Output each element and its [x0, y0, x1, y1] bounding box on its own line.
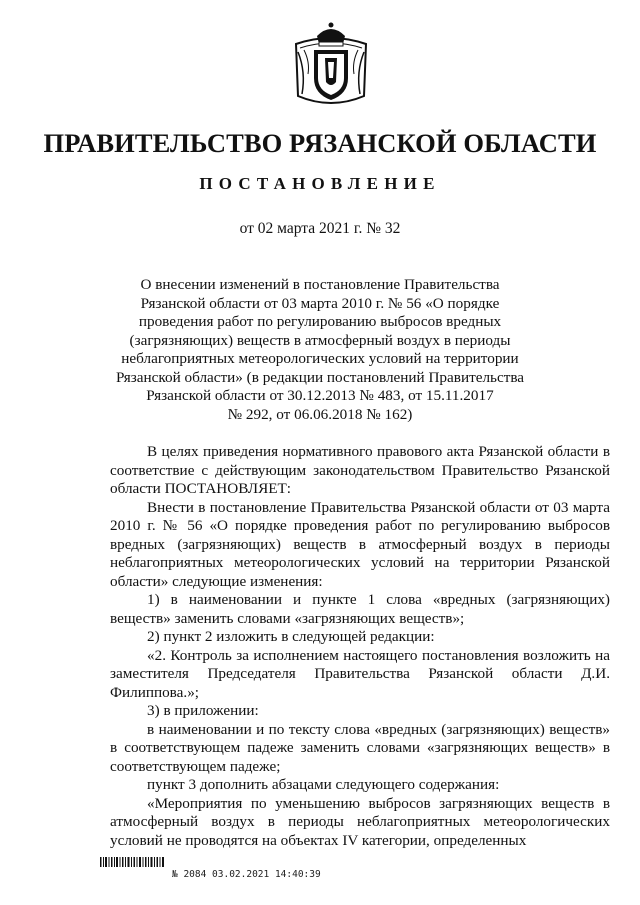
organization-title: ПРАВИТЕЛЬСТВО РЯЗАНСКОЙ ОБЛАСТИ [43, 128, 597, 158]
document-body [110, 443, 610, 850]
body-paragraph: 1) в наименовании и пункте 1 слова «вредных (загрязняющих) веществ» заменить словами «загрязняющих веществ»; [110, 591, 610, 627]
body-paragraph: пункт 3 дополнить абзацами следующего содержания: [147, 776, 500, 793]
subject-line: Рязанской области от 03 марта 2010 г. № 56 «О порядке [140, 294, 500, 312]
subject-line: Рязанской области» (в редакции постановлений Правительства [115, 368, 525, 386]
coat-of-arms-icon [290, 22, 372, 112]
subject-line: Рязанской области от 30.12.2013 № 483, от 15.11.2017 [146, 387, 494, 404]
registration-footer [100, 857, 320, 889]
subject-line: неблагоприятных метеорологических условий на территории [121, 350, 519, 367]
body-paragraph: В целях приведения нормативного правового акта Рязанской области в соответствие с действующим законодательством Правительство Рязанской области ПОСТАНОВЛЯЕТ: [110, 443, 610, 497]
body-paragraph: «2. Контроль за исполнением настоящего постановления возложить на заместителя Председателя Правительства Рязанской области Д.И. Филиппова.»; [110, 646, 610, 701]
body-paragraph: в наименовании и по тексту слова «вредных (загрязняющих) веществ» в соответствующем падеже заменить словами «загрязняющих веществ» в соответствующем падеже; [110, 720, 610, 775]
body-paragraph: Внести в постановление Правительства Рязанской области от 03 марта 2010 г. № 56 «О порядке проведения работ по регулированию выбросов вредных (загрязняющих) веществ в атмосферный воздух в периоды неблагоприятных метеорологических условий на территории Рязанской области» следующие изменения: [110, 498, 610, 590]
document-type: ПОСТАНОВЛЕНИЕ [199, 174, 441, 193]
subject-line: № 292, от 06.06.2018 № 162) [227, 405, 413, 423]
emblem-container [290, 22, 372, 112]
document-subject [100, 276, 540, 424]
barcode-icon [100, 857, 166, 871]
body-paragraph: 2) пункт 2 изложить в следующей редакции: [147, 628, 435, 645]
body-paragraph: 3) в приложении: [147, 702, 259, 719]
document-date-number: от 02 марта 2021 г. № 32 [239, 220, 401, 237]
registration-stamp: № 2084 03.02.2021 14:40:39 [172, 869, 321, 880]
body-paragraph: «Мероприятия по уменьшению выбросов загрязняющих веществ в атмосферный воздух в периоды неблагоприятных метеорологических условий не проводятся на объектах IV категории, определенных [110, 794, 610, 849]
subject-line: проведения работ по регулированию выбросов вредных [138, 313, 502, 330]
subject-line: (загрязняющих) веществ в атмосферный воздух в периоды [129, 331, 511, 349]
subject-line: О внесении изменений в постановление Правительства [140, 276, 500, 293]
